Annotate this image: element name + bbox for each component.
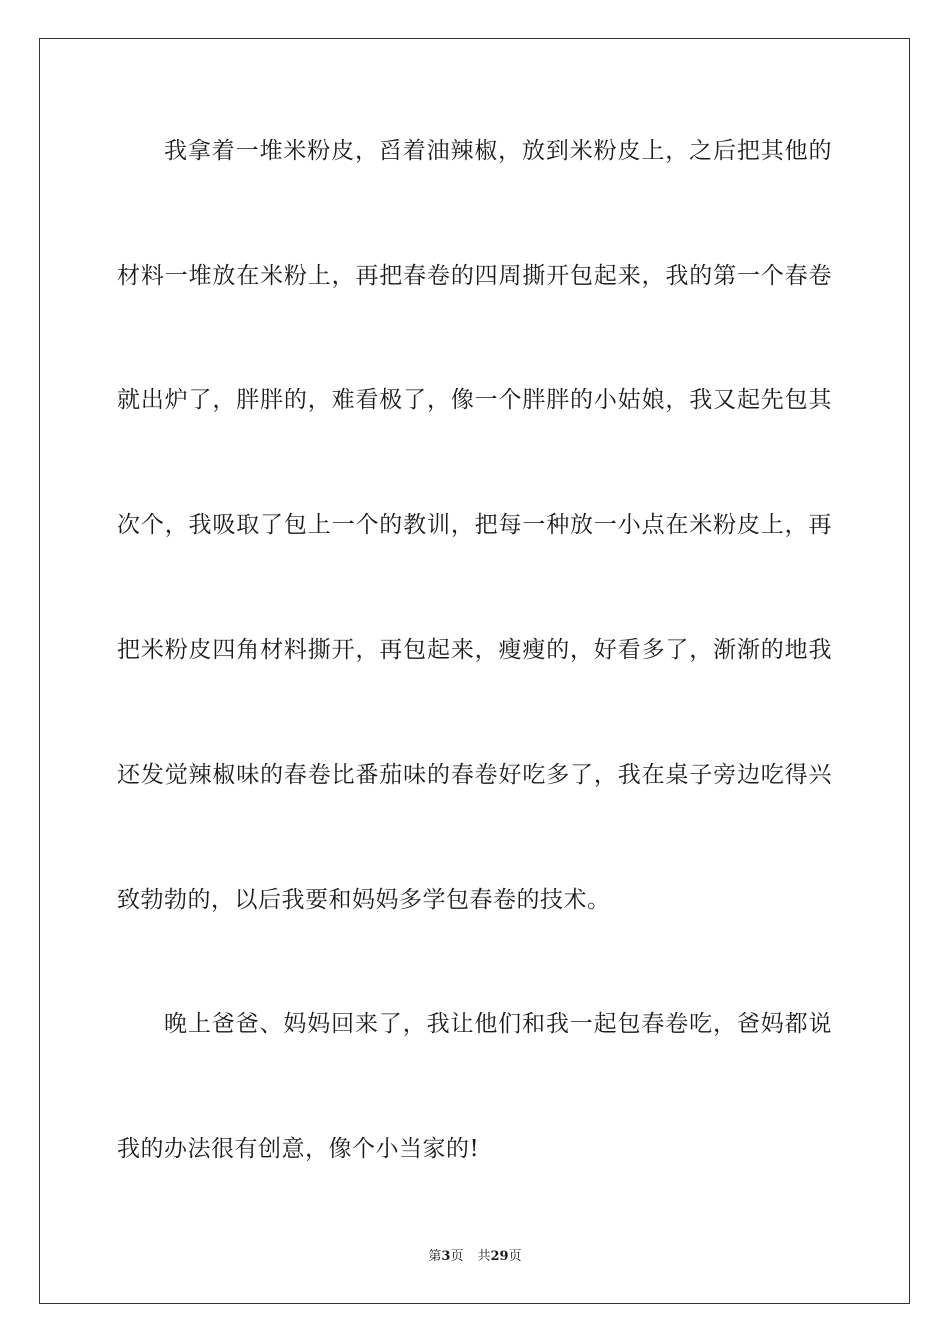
text-line: 就出炉了，胖胖的，难看极了，像一个胖胖的小姑娘，我又起先包其: [117, 387, 832, 413]
footer-page-prefix: 第: [428, 1249, 442, 1264]
footer-total-prefix: 共: [477, 1249, 491, 1264]
text-line: 致勃勃的，以后我要和妈妈多学包春卷的技术。: [117, 887, 611, 913]
text-line: 次个，我吸取了包上一个的教训，把每一种放一小点在米粉皮上，再: [117, 512, 832, 538]
footer-page-suffix: 页: [450, 1249, 464, 1264]
text-line: 我拿着一堆米粉皮，舀着油辣椒，放到米粉皮上，之后把其他的: [164, 138, 832, 164]
page-border: [39, 38, 910, 1304]
page-footer: [0, 1248, 950, 1266]
footer-page-number: 3: [441, 1249, 451, 1264]
text-line: 还发觉辣椒味的春卷比番茄味的春卷好吃多了，我在桌子旁边吃得兴: [117, 762, 832, 788]
text-line: 晚上爸爸、妈妈回来了，我让他们和我一起包春卷吃，爸妈都说: [164, 1011, 832, 1037]
footer-total-pages: 29: [490, 1249, 509, 1264]
text-line: 我的办法很有创意，像个小当家的!: [117, 1136, 480, 1162]
footer-total-suffix: 页: [508, 1249, 522, 1264]
text-line: 材料一堆放在米粉上，再把春卷的四周撕开包起来，我的第一个春卷: [117, 263, 832, 289]
text-line: 把米粉皮四角材料撕开，再包起来，瘦瘦的，好看多了，渐渐的地我: [117, 637, 832, 663]
